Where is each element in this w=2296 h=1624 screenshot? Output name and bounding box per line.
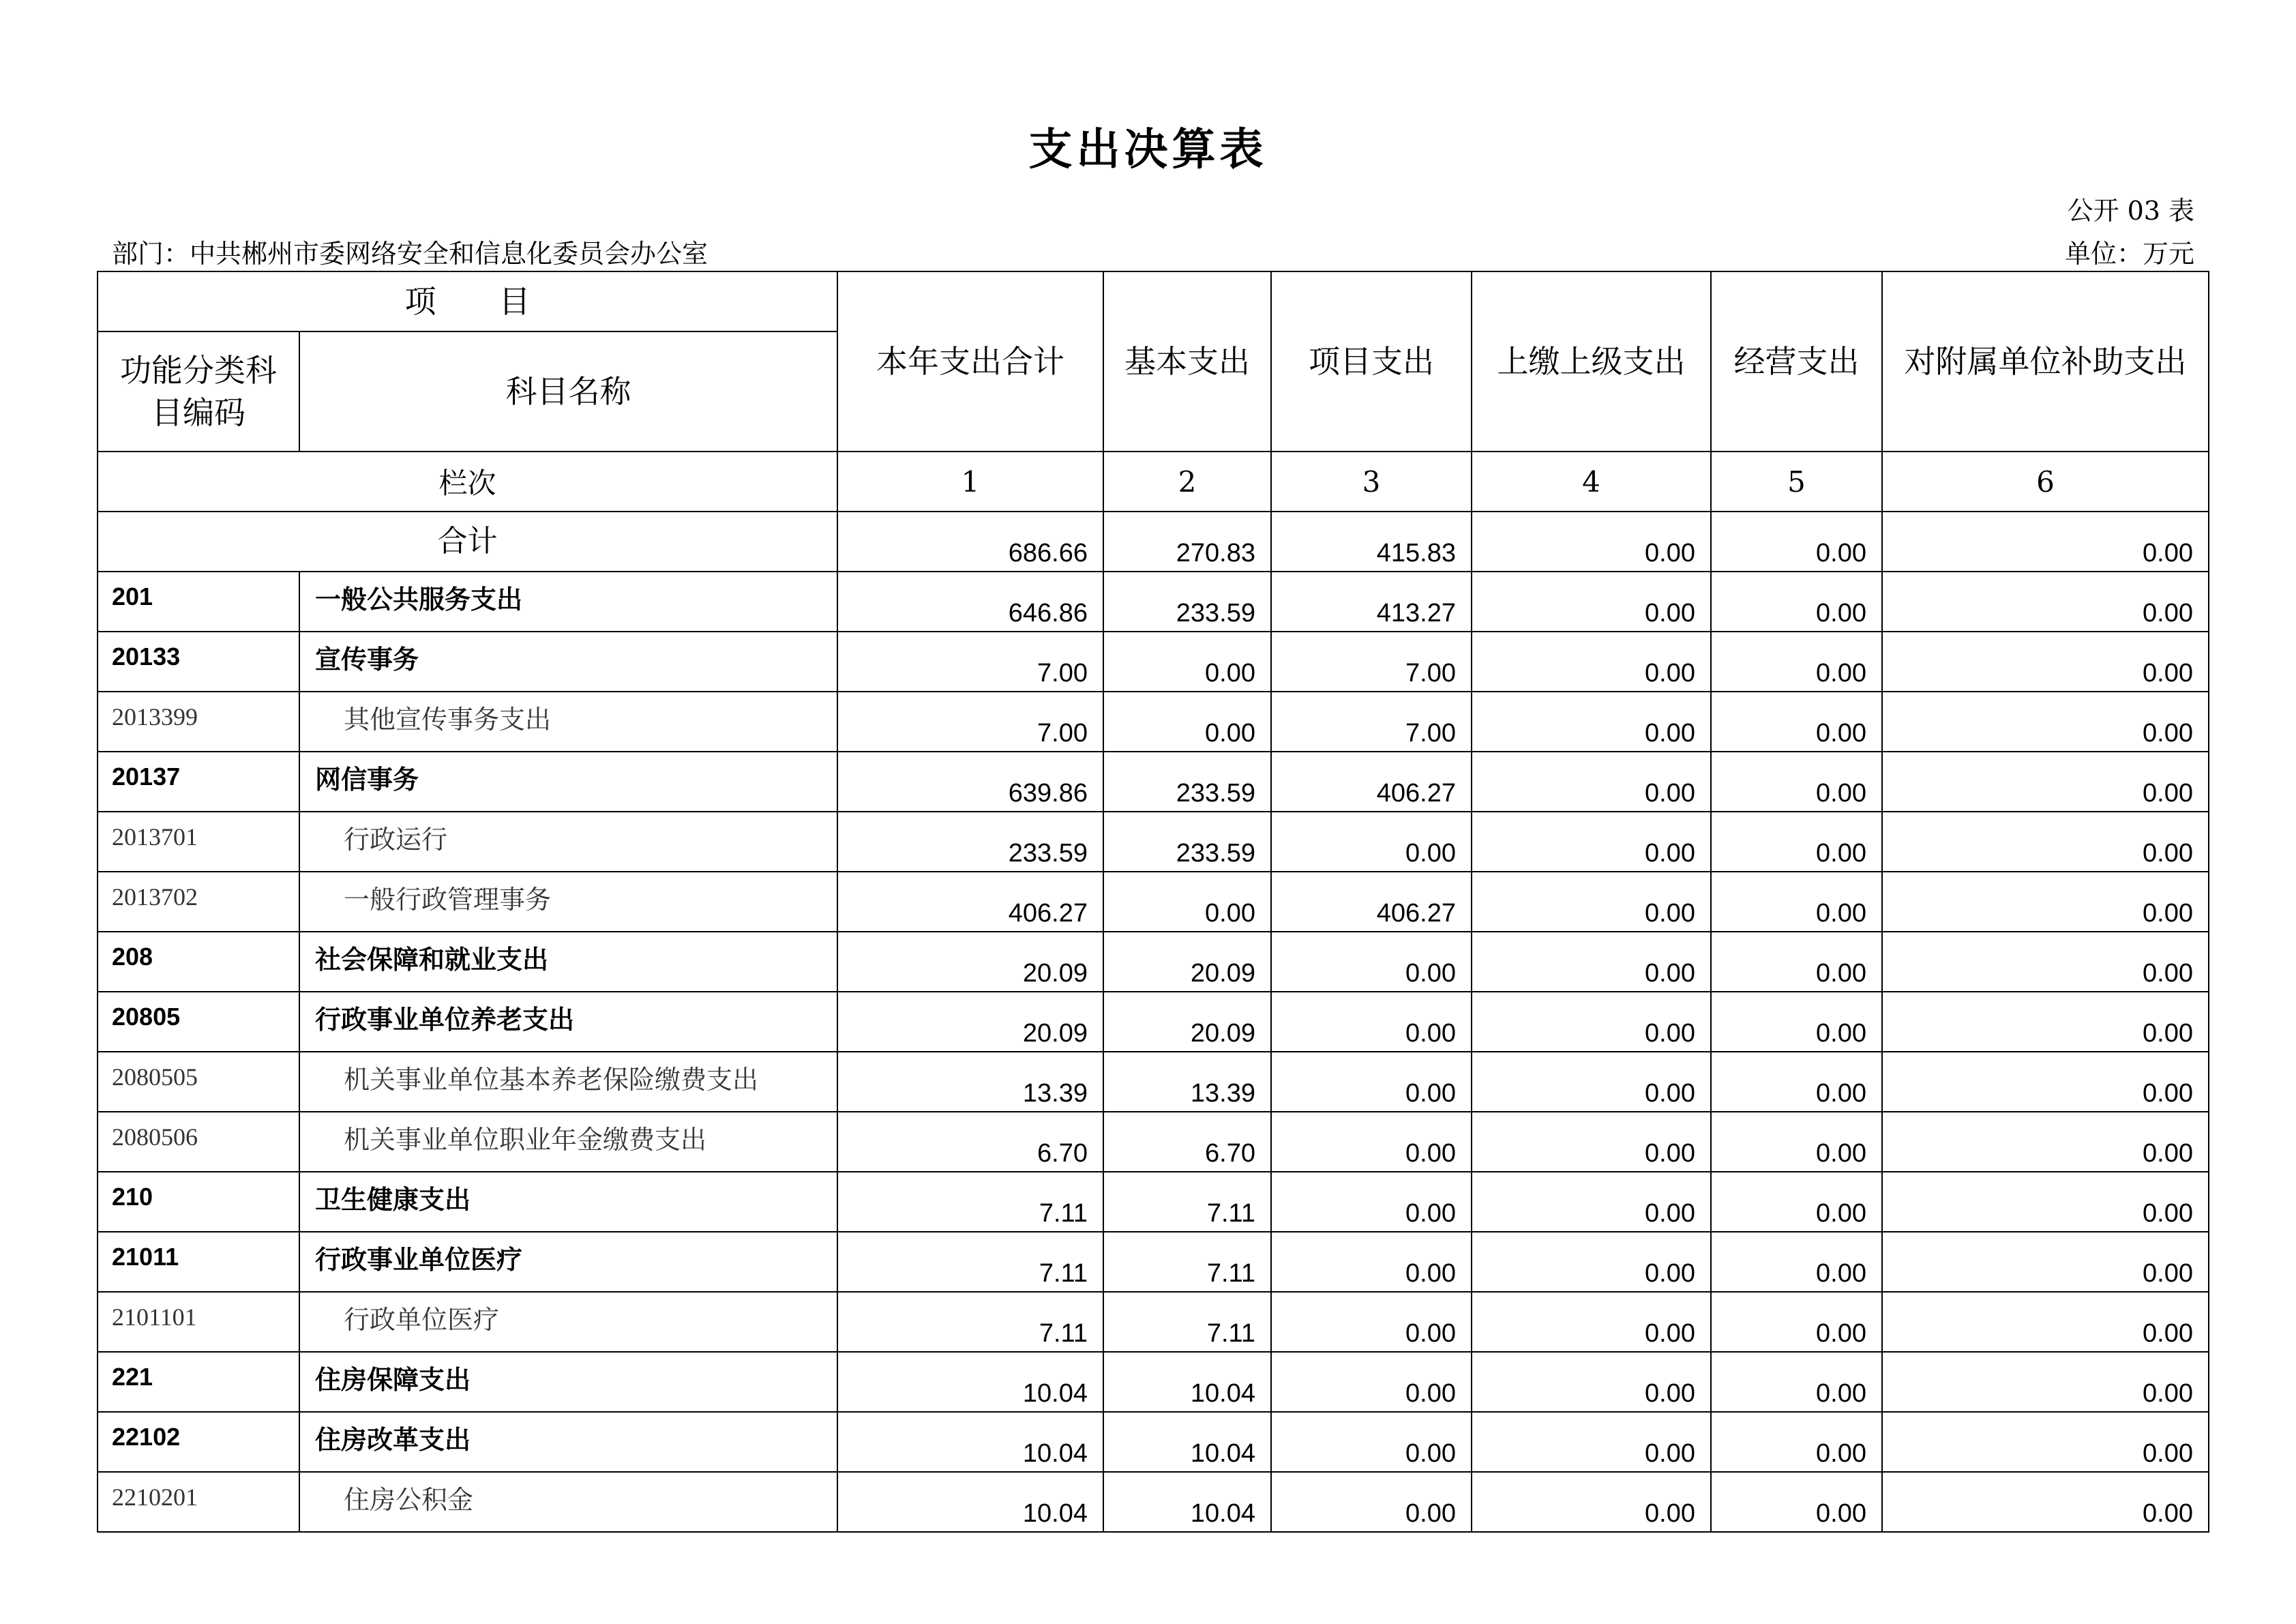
subject-name: 机关事业单位职业年金缴费支出 xyxy=(299,1112,837,1172)
subject-name: 住房改革支出 xyxy=(299,1412,837,1472)
amount-cell: 0.00 xyxy=(1472,1412,1711,1472)
subject-code: 2013701 xyxy=(98,812,299,872)
subject-code: 2210201 xyxy=(98,1472,299,1532)
header-total-expenditure: 本年支出合计 xyxy=(837,271,1103,452)
amount-cell: 233.59 xyxy=(1103,752,1271,812)
amount-cell: 6.70 xyxy=(837,1112,1103,1172)
amount-cell: 0.00 xyxy=(1882,1172,2209,1232)
index-3: 3 xyxy=(1271,452,1472,512)
table-row xyxy=(98,1352,2209,1412)
amount-cell: 0.00 xyxy=(1711,872,1882,932)
header-name: 科目名称 xyxy=(299,331,837,452)
subject-code: 2080506 xyxy=(98,1112,299,1172)
subject-name: 行政单位医疗 xyxy=(299,1292,837,1352)
amount-cell: 0.00 xyxy=(1711,992,1882,1052)
amount-cell: 6.70 xyxy=(1103,1112,1271,1172)
amount-cell: 10.04 xyxy=(1103,1472,1271,1532)
subject-code: 20137 xyxy=(98,752,299,812)
amount-cell: 0.00 xyxy=(1711,1472,1882,1532)
amount-cell: 20.09 xyxy=(1103,932,1271,992)
index-5: 5 xyxy=(1711,452,1882,512)
amount-cell: 0.00 xyxy=(1882,1292,2209,1352)
amount-cell: 13.39 xyxy=(1103,1052,1271,1112)
header-item: 项 目 xyxy=(98,271,837,331)
table-row xyxy=(98,872,2209,932)
table-row xyxy=(98,572,2209,632)
amount-cell: 20.09 xyxy=(837,932,1103,992)
amount-cell: 0.00 xyxy=(1472,1232,1711,1292)
subject-code: 21011 xyxy=(98,1232,299,1292)
amount-cell: 0.00 xyxy=(1882,992,2209,1052)
amount-cell: 0.00 xyxy=(1711,1292,1882,1352)
amount-cell: 646.86 xyxy=(837,572,1103,632)
amount-cell: 7.00 xyxy=(1271,692,1472,752)
header-row-1 xyxy=(98,271,2209,331)
header-subsidiary-subsidy: 对附属单位补助支出 xyxy=(1882,271,2209,452)
index-label: 栏次 xyxy=(98,452,837,512)
amount-cell: 639.86 xyxy=(837,752,1103,812)
amount-cell: 0.00 xyxy=(1711,932,1882,992)
amount-cell: 233.59 xyxy=(1103,812,1271,872)
amount-cell: 0.00 xyxy=(1271,1172,1472,1232)
amount-cell: 0.00 xyxy=(1271,812,1472,872)
table-row xyxy=(98,1052,2209,1112)
subject-name: 机关事业单位基本养老保险缴费支出 xyxy=(299,1052,837,1112)
amount-cell: 0.00 xyxy=(1711,1172,1882,1232)
subject-code: 20805 xyxy=(98,992,299,1052)
total-value: 415.83 xyxy=(1271,512,1472,572)
amount-cell: 0.00 xyxy=(1882,1112,2209,1172)
amount-cell: 0.00 xyxy=(1472,572,1711,632)
amount-cell: 0.00 xyxy=(1472,1172,1711,1232)
amount-cell: 0.00 xyxy=(1271,1232,1472,1292)
subject-name: 宣传事务 xyxy=(299,632,837,692)
amount-cell: 7.11 xyxy=(1103,1172,1271,1232)
index-4: 4 xyxy=(1472,452,1711,512)
amount-cell: 10.04 xyxy=(837,1472,1103,1532)
amount-cell: 0.00 xyxy=(1472,1352,1711,1412)
amount-cell: 0.00 xyxy=(1271,1412,1472,1472)
subject-code: 2013399 xyxy=(98,692,299,752)
amount-cell: 0.00 xyxy=(1472,872,1711,932)
amount-cell: 0.00 xyxy=(1711,1232,1882,1292)
amount-cell: 0.00 xyxy=(1882,752,2209,812)
subject-name: 行政运行 xyxy=(299,812,837,872)
department-label: 部门：中共郴州市委网络安全和信息化委员会办公室 xyxy=(112,239,709,269)
amount-cell: 20.09 xyxy=(837,992,1103,1052)
unit-label: 单位：万元 xyxy=(2064,239,2194,269)
amount-cell: 7.00 xyxy=(1271,632,1472,692)
amount-cell: 10.04 xyxy=(837,1412,1103,1472)
amount-cell: 0.00 xyxy=(1472,932,1711,992)
amount-cell: 0.00 xyxy=(1472,1292,1711,1352)
expenditure-table xyxy=(97,271,2209,1533)
amount-cell: 0.00 xyxy=(1271,932,1472,992)
amount-cell: 0.00 xyxy=(1711,752,1882,812)
amount-cell: 0.00 xyxy=(1472,632,1711,692)
total-label: 合计 xyxy=(98,512,837,572)
subject-name: 其他宣传事务支出 xyxy=(299,692,837,752)
header-code: 功能分类科目编码 xyxy=(98,331,299,452)
amount-cell: 0.00 xyxy=(1711,572,1882,632)
subject-name: 社会保障和就业支出 xyxy=(299,932,837,992)
amount-cell: 0.00 xyxy=(1472,812,1711,872)
subject-code: 22102 xyxy=(98,1412,299,1472)
table-row xyxy=(98,632,2209,692)
amount-cell: 0.00 xyxy=(1472,752,1711,812)
amount-cell: 7.11 xyxy=(1103,1232,1271,1292)
amount-cell: 0.00 xyxy=(1882,932,2209,992)
table-row xyxy=(98,1232,2209,1292)
amount-cell: 7.11 xyxy=(837,1172,1103,1232)
subject-code: 2013702 xyxy=(98,872,299,932)
table-row xyxy=(98,812,2209,872)
form-number: 公开 03 表 xyxy=(2067,196,2194,226)
table-row xyxy=(98,692,2209,752)
amount-cell: 0.00 xyxy=(1271,1292,1472,1352)
amount-cell: 0.00 xyxy=(1271,992,1472,1052)
total-value: 0.00 xyxy=(1711,512,1882,572)
amount-cell: 0.00 xyxy=(1103,632,1271,692)
amount-cell: 0.00 xyxy=(1472,992,1711,1052)
amount-cell: 406.27 xyxy=(1271,872,1472,932)
subject-code: 20133 xyxy=(98,632,299,692)
amount-cell: 0.00 xyxy=(1271,1112,1472,1172)
amount-cell: 7.00 xyxy=(837,632,1103,692)
amount-cell: 10.04 xyxy=(837,1352,1103,1412)
amount-cell: 413.27 xyxy=(1271,572,1472,632)
amount-cell: 0.00 xyxy=(1711,632,1882,692)
amount-cell: 0.00 xyxy=(1882,812,2209,872)
amount-cell: 0.00 xyxy=(1882,1412,2209,1472)
amount-cell: 0.00 xyxy=(1472,1472,1711,1532)
amount-cell: 0.00 xyxy=(1271,1352,1472,1412)
header-remit-superior: 上缴上级支出 xyxy=(1472,271,1711,452)
amount-cell: 0.00 xyxy=(1882,1472,2209,1532)
subject-name: 卫生健康支出 xyxy=(299,1172,837,1232)
subject-code: 210 xyxy=(98,1172,299,1232)
amount-cell: 0.00 xyxy=(1472,1052,1711,1112)
amount-cell: 0.00 xyxy=(1103,872,1271,932)
subject-name: 网信事务 xyxy=(299,752,837,812)
amount-cell: 0.00 xyxy=(1882,872,2209,932)
subject-code: 208 xyxy=(98,932,299,992)
amount-cell: 10.04 xyxy=(1103,1412,1271,1472)
header-project-expenditure: 项目支出 xyxy=(1271,271,1472,452)
amount-cell: 0.00 xyxy=(1472,1112,1711,1172)
subject-code: 221 xyxy=(98,1352,299,1412)
amount-cell: 0.00 xyxy=(1882,632,2209,692)
subject-name: 一般公共服务支出 xyxy=(299,572,837,632)
total-value: 0.00 xyxy=(1472,512,1711,572)
amount-cell: 13.39 xyxy=(837,1052,1103,1112)
amount-cell: 0.00 xyxy=(1472,692,1711,752)
amount-cell: 233.59 xyxy=(1103,572,1271,632)
subject-name: 行政事业单位养老支出 xyxy=(299,992,837,1052)
amount-cell: 0.00 xyxy=(1882,1232,2209,1292)
subject-code: 2080505 xyxy=(98,1052,299,1112)
amount-cell: 7.00 xyxy=(837,692,1103,752)
page-title: 支出决算表 xyxy=(1028,124,1268,175)
amount-cell: 0.00 xyxy=(1882,572,2209,632)
index-1: 1 xyxy=(837,452,1103,512)
table-row xyxy=(98,752,2209,812)
amount-cell: 0.00 xyxy=(1711,692,1882,752)
index-2: 2 xyxy=(1103,452,1271,512)
table-row xyxy=(98,1472,2209,1532)
amount-cell: 10.04 xyxy=(1103,1352,1271,1412)
amount-cell: 0.00 xyxy=(1271,1052,1472,1112)
amount-cell: 0.00 xyxy=(1103,692,1271,752)
subject-code: 201 xyxy=(98,572,299,632)
subject-name: 行政事业单位医疗 xyxy=(299,1232,837,1292)
table-row xyxy=(98,992,2209,1052)
table-row xyxy=(98,1292,2209,1352)
index-row xyxy=(98,452,2209,512)
amount-cell: 0.00 xyxy=(1711,1052,1882,1112)
total-value: 686.66 xyxy=(837,512,1103,572)
amount-cell: 0.00 xyxy=(1711,1412,1882,1472)
amount-cell: 0.00 xyxy=(1271,1472,1472,1532)
total-row xyxy=(98,512,2209,572)
amount-cell: 406.27 xyxy=(1271,752,1472,812)
table-row xyxy=(98,1172,2209,1232)
total-value: 270.83 xyxy=(1103,512,1271,572)
amount-cell: 0.00 xyxy=(1882,1052,2209,1112)
subject-name: 一般行政管理事务 xyxy=(299,872,837,932)
amount-cell: 0.00 xyxy=(1882,692,2209,752)
amount-cell: 0.00 xyxy=(1711,1352,1882,1412)
subject-name: 住房保障支出 xyxy=(299,1352,837,1412)
amount-cell: 0.00 xyxy=(1711,1112,1882,1172)
total-value: 0.00 xyxy=(1882,512,2209,572)
amount-cell: 7.11 xyxy=(1103,1292,1271,1352)
subject-name: 住房公积金 xyxy=(299,1472,837,1532)
index-6: 6 xyxy=(1882,452,2209,512)
amount-cell: 7.11 xyxy=(837,1292,1103,1352)
header-business-expenditure: 经营支出 xyxy=(1711,271,1882,452)
amount-cell: 0.00 xyxy=(1882,1352,2209,1412)
amount-cell: 7.11 xyxy=(837,1232,1103,1292)
table-row xyxy=(98,932,2209,992)
table-row xyxy=(98,1412,2209,1472)
amount-cell: 0.00 xyxy=(1711,812,1882,872)
amount-cell: 406.27 xyxy=(837,872,1103,932)
header-basic-expenditure: 基本支出 xyxy=(1103,271,1271,452)
amount-cell: 233.59 xyxy=(837,812,1103,872)
table-row xyxy=(98,1112,2209,1172)
amount-cell: 20.09 xyxy=(1103,992,1271,1052)
subject-code: 2101101 xyxy=(98,1292,299,1352)
